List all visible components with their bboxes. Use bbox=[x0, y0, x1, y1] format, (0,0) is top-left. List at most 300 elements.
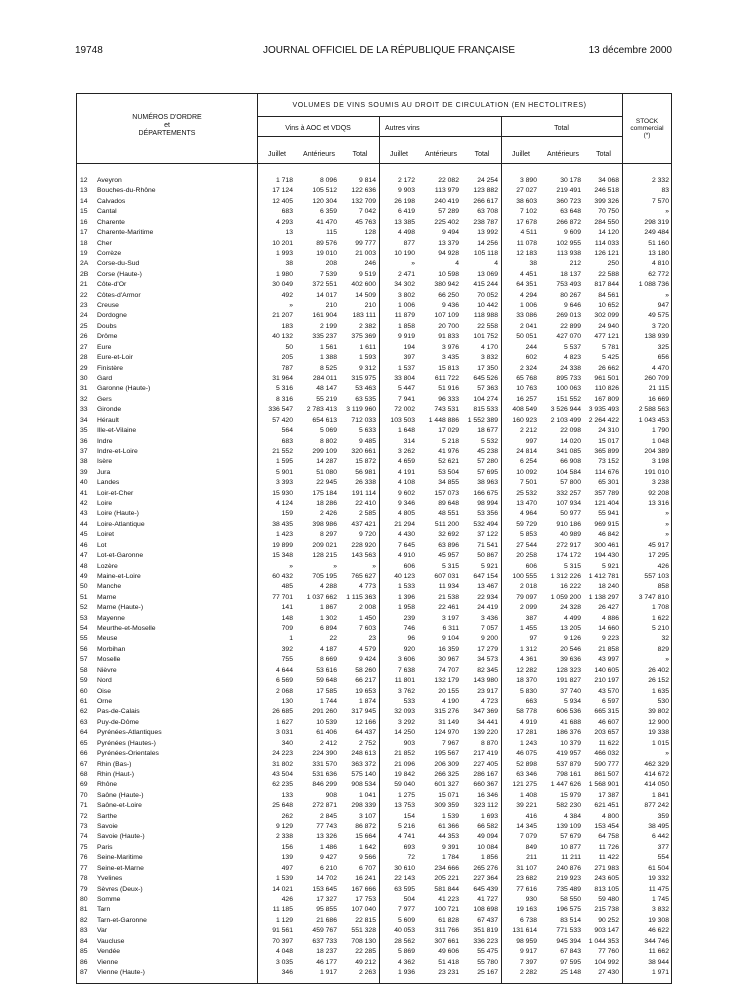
value-cell: 1 627 bbox=[275, 718, 293, 726]
value-cell: 4 644 bbox=[275, 666, 293, 674]
value-cell: 113 938 bbox=[556, 249, 581, 257]
value-cell: 77 743 bbox=[316, 823, 337, 831]
value-cell: 49 212 bbox=[355, 958, 376, 966]
value-cell: 1 552 389 bbox=[467, 416, 498, 424]
value-cell: 5 537 bbox=[563, 343, 581, 351]
value-cell: 52 898 bbox=[516, 760, 537, 768]
table-row bbox=[77, 354, 673, 362]
value-cell: » bbox=[289, 302, 293, 310]
value-cell: 249 484 bbox=[644, 229, 669, 237]
value-cell: 219 923 bbox=[556, 875, 581, 883]
dept-name-cell bbox=[97, 406, 254, 414]
value-cell: 1 388 bbox=[319, 354, 337, 362]
dept-name: Rhin (Bas-) bbox=[97, 760, 132, 768]
value-cell: 38 963 bbox=[477, 479, 498, 487]
value-cell: 606 536 bbox=[556, 708, 581, 716]
leader-dots bbox=[97, 240, 254, 247]
value-cell: » bbox=[665, 291, 669, 299]
value-cell: 102 955 bbox=[556, 239, 581, 247]
main-heading: VOLUMES DE VINS SOUMIS AU DROIT DE CIRCULATION (EN HECTOLITRES) bbox=[292, 102, 587, 109]
dept-name-cell bbox=[97, 271, 254, 279]
value-cell: 12 166 bbox=[355, 718, 376, 726]
value-cell: 15 348 bbox=[272, 552, 293, 560]
value-cell: 211 bbox=[526, 854, 537, 862]
dept-name: Nord bbox=[97, 677, 112, 685]
dept-name: Pas-de-Calais bbox=[97, 708, 140, 716]
value-cell: 58 550 bbox=[560, 895, 581, 903]
value-cell: 57 800 bbox=[560, 479, 581, 487]
value-cell: 17 279 bbox=[477, 645, 498, 653]
value-cell: 284 550 bbox=[594, 218, 619, 226]
value-cell: 191 827 bbox=[556, 677, 581, 685]
page-number: 19748 bbox=[75, 45, 103, 56]
value-cell: » bbox=[665, 208, 669, 216]
dept-name-cell bbox=[97, 260, 254, 268]
value-cell: 414 672 bbox=[644, 770, 669, 778]
value-cell: 2 068 bbox=[275, 687, 293, 695]
dept-name: Loire bbox=[97, 500, 113, 508]
leader-dots bbox=[97, 479, 254, 486]
value-cell: 19 842 bbox=[394, 770, 415, 778]
sub-total-2: Total bbox=[474, 151, 490, 158]
value-cell: 115 bbox=[326, 229, 337, 237]
value-cell: 50 977 bbox=[560, 510, 581, 518]
dept-name-cell bbox=[97, 573, 254, 581]
dept-code: 72 bbox=[80, 812, 88, 820]
dept-name: Gironde bbox=[97, 406, 122, 414]
table-row bbox=[77, 417, 673, 425]
value-cell: 82 345 bbox=[477, 666, 498, 674]
value-cell: 291 260 bbox=[312, 708, 337, 716]
value-cell: 114 033 bbox=[594, 239, 619, 247]
value-cell: 98 994 bbox=[477, 500, 498, 508]
value-cell: 1 958 bbox=[397, 604, 415, 612]
table-row bbox=[77, 833, 673, 841]
table-row bbox=[77, 187, 673, 195]
value-cell: 2 041 bbox=[519, 322, 537, 330]
value-cell: 89 576 bbox=[316, 239, 337, 247]
table-row bbox=[77, 667, 673, 675]
dept-code: 28 bbox=[80, 354, 88, 362]
value-cell: 20 155 bbox=[438, 687, 459, 695]
value-cell: 45 917 bbox=[648, 541, 669, 549]
value-cell: 712 033 bbox=[351, 416, 376, 424]
value-cell: 1 745 bbox=[651, 895, 669, 903]
table-row bbox=[77, 677, 673, 685]
value-cell: 9 903 bbox=[397, 187, 415, 195]
value-cell: 139 109 bbox=[556, 823, 581, 831]
value-cell: 39 636 bbox=[560, 656, 581, 664]
value-cell: 174 172 bbox=[556, 552, 581, 560]
dept-name: Sarthe bbox=[97, 812, 118, 820]
value-cell: 13 467 bbox=[477, 583, 498, 591]
value-cell: 98 959 bbox=[516, 937, 537, 945]
value-cell: 153 645 bbox=[312, 885, 337, 893]
value-cell: 121 275 bbox=[512, 781, 537, 789]
sub-juillet-1: Juillet bbox=[268, 151, 286, 158]
value-cell: 645 526 bbox=[473, 374, 498, 382]
value-cell: 462 329 bbox=[644, 760, 669, 768]
value-cell: 3 262 bbox=[397, 447, 415, 455]
dept-name-cell bbox=[97, 896, 254, 904]
dept-code: 38 bbox=[80, 458, 88, 466]
dept-name: Loiret bbox=[97, 531, 115, 539]
value-cell: 140 605 bbox=[594, 666, 619, 674]
value-cell: 50 867 bbox=[477, 552, 498, 560]
value-cell: 23 231 bbox=[438, 968, 459, 976]
value-cell: 10 539 bbox=[316, 718, 337, 726]
value-cell: » bbox=[289, 562, 293, 570]
value-cell: 22 bbox=[329, 635, 337, 643]
dept-name-cell bbox=[97, 187, 254, 195]
value-cell: 96 333 bbox=[438, 395, 459, 403]
table-row bbox=[77, 906, 673, 914]
value-cell: 22 143 bbox=[394, 875, 415, 883]
value-cell: 7 539 bbox=[319, 270, 337, 278]
value-cell: 6 738 bbox=[519, 916, 537, 924]
value-cell: 746 bbox=[403, 625, 415, 633]
value-cell: 18 137 bbox=[560, 270, 581, 278]
value-cell: 13 326 bbox=[316, 833, 337, 841]
table-row bbox=[77, 375, 673, 383]
value-cell: 11 726 bbox=[598, 843, 619, 851]
value-cell: 41 976 bbox=[438, 447, 459, 455]
value-cell: 459 767 bbox=[312, 927, 337, 935]
table-row bbox=[77, 729, 673, 737]
table-row bbox=[77, 458, 673, 466]
value-cell: 22 945 bbox=[316, 479, 337, 487]
value-cell: 63 708 bbox=[477, 208, 498, 216]
dept-code: 61 bbox=[80, 698, 88, 705]
value-cell: 210 bbox=[325, 302, 337, 310]
value-cell: 360 723 bbox=[556, 197, 581, 205]
dept-code: 80 bbox=[80, 895, 88, 903]
value-cell: 399 326 bbox=[594, 197, 619, 205]
value-cell: 1 593 bbox=[358, 354, 376, 362]
dept-name-cell bbox=[97, 563, 254, 571]
value-cell: 43 570 bbox=[598, 687, 619, 695]
value-cell: 64 758 bbox=[598, 833, 619, 841]
value-cell: 166 675 bbox=[473, 489, 498, 497]
value-cell: 15 664 bbox=[355, 833, 376, 841]
value-cell: 208 bbox=[325, 260, 337, 268]
value-cell: 2 783 413 bbox=[306, 406, 337, 414]
table-row bbox=[77, 208, 673, 216]
value-cell: 1 423 bbox=[275, 531, 293, 539]
dept-name-cell bbox=[97, 750, 254, 758]
value-cell: 5 853 bbox=[519, 531, 537, 539]
value-cell: 380 942 bbox=[434, 281, 459, 289]
value-cell: 415 244 bbox=[473, 281, 498, 289]
dept-code: 46 bbox=[80, 541, 88, 549]
value-cell: 1 048 bbox=[651, 437, 669, 445]
value-cell: 16 222 bbox=[560, 583, 581, 591]
value-cell: 108 698 bbox=[473, 906, 498, 914]
value-cell: 2 282 bbox=[519, 968, 537, 976]
value-cell: 95 855 bbox=[316, 906, 337, 914]
value-cell: 262 bbox=[281, 812, 293, 820]
value-cell: 4 805 bbox=[397, 510, 415, 518]
dept-code: 84 bbox=[80, 937, 88, 945]
value-cell: 40 053 bbox=[394, 927, 415, 935]
dept-name: Tarn bbox=[97, 906, 111, 914]
table-row bbox=[77, 365, 673, 373]
dept-code: 27 bbox=[80, 343, 88, 351]
value-cell: 203 657 bbox=[594, 729, 619, 737]
dept-name-cell bbox=[97, 552, 254, 560]
value-cell: 4 886 bbox=[601, 614, 619, 622]
value-cell: 5 921 bbox=[480, 562, 498, 570]
dept-code: 81 bbox=[80, 906, 88, 914]
value-cell: 341 085 bbox=[556, 447, 581, 455]
value-cell: 1 006 bbox=[519, 302, 537, 310]
value-cell: 4 498 bbox=[397, 229, 415, 237]
dept-name: Savoie (Haute-) bbox=[97, 833, 145, 841]
value-cell: 910 186 bbox=[556, 520, 581, 528]
dept-name-cell bbox=[97, 927, 254, 935]
value-cell: 1 874 bbox=[358, 698, 376, 705]
value-cell: 1 275 bbox=[397, 791, 415, 799]
value-cell: » bbox=[333, 562, 337, 570]
value-cell: 153 454 bbox=[594, 823, 619, 831]
leader-dots bbox=[97, 813, 254, 820]
value-cell: 8 802 bbox=[319, 437, 337, 445]
value-cell: 18 370 bbox=[516, 677, 537, 685]
value-cell: 167 809 bbox=[594, 395, 619, 403]
dept-name-cell bbox=[97, 479, 254, 487]
dept-code: 60 bbox=[80, 687, 88, 695]
value-cell: 206 309 bbox=[434, 760, 459, 768]
value-cell: 2 099 bbox=[519, 604, 537, 612]
dept-name: Calvados bbox=[97, 197, 126, 205]
leader-dots bbox=[97, 344, 254, 351]
value-cell: 31 802 bbox=[272, 760, 293, 768]
value-cell: 34 573 bbox=[477, 656, 498, 664]
dept-name-cell bbox=[97, 823, 254, 831]
dept-code: 50 bbox=[80, 583, 88, 591]
value-cell: 49 094 bbox=[477, 833, 498, 841]
value-cell: 107 040 bbox=[351, 906, 376, 914]
value-cell: 70 397 bbox=[272, 937, 293, 945]
value-cell: 4 294 bbox=[519, 291, 537, 299]
value-cell: 7 603 bbox=[358, 625, 376, 633]
dept-name-cell bbox=[97, 688, 254, 696]
value-cell: 16 359 bbox=[438, 645, 459, 653]
col-header-stock: STOCK commercial (*) bbox=[630, 118, 664, 139]
value-cell: 50 bbox=[285, 343, 293, 351]
dept-name-cell bbox=[97, 906, 254, 914]
dept-name-cell bbox=[97, 886, 254, 894]
value-cell: 45 238 bbox=[477, 447, 498, 455]
value-cell: 30 610 bbox=[394, 864, 415, 872]
value-cell: 49 606 bbox=[438, 948, 459, 956]
dept-name-cell bbox=[97, 813, 254, 821]
value-cell: 205 bbox=[281, 354, 293, 362]
dept-name: Somme bbox=[97, 895, 121, 903]
table-row bbox=[77, 344, 673, 352]
value-cell: 77 760 bbox=[598, 948, 619, 956]
dept-name-cell bbox=[97, 917, 254, 925]
value-cell: 5 633 bbox=[358, 427, 376, 435]
value-cell: 6 210 bbox=[319, 864, 337, 872]
table-row bbox=[77, 406, 673, 414]
value-cell: 1 041 bbox=[358, 791, 376, 799]
dept-code: 63 bbox=[80, 718, 88, 726]
dept-code: 41 bbox=[80, 489, 88, 497]
dept-name: Orne bbox=[97, 698, 113, 705]
value-cell: 26 402 bbox=[648, 666, 669, 674]
value-cell: 14 509 bbox=[355, 291, 376, 299]
value-cell: 32 093 bbox=[394, 708, 415, 716]
dept-name-cell bbox=[97, 677, 254, 685]
value-cell: 126 121 bbox=[594, 249, 619, 257]
table-row bbox=[77, 250, 673, 258]
value-cell: 813 105 bbox=[594, 885, 619, 893]
value-cell: 12 282 bbox=[516, 666, 537, 674]
value-cell: 243 605 bbox=[594, 875, 619, 883]
dept-name: Mayenne bbox=[97, 614, 125, 622]
dept-name-cell bbox=[97, 740, 254, 748]
dept-name-cell bbox=[97, 802, 254, 810]
value-cell: 1 841 bbox=[651, 791, 669, 799]
value-cell: 320 661 bbox=[351, 447, 376, 455]
value-cell: 315 276 bbox=[434, 708, 459, 716]
value-cell: 234 666 bbox=[434, 864, 459, 872]
value-cell: 17 029 bbox=[438, 427, 459, 435]
dept-name: Var bbox=[97, 927, 108, 935]
value-cell: 33 804 bbox=[394, 374, 415, 382]
value-cell: 9 424 bbox=[358, 656, 376, 664]
value-cell: 225 402 bbox=[434, 218, 459, 226]
dept-name: Saône (Haute-) bbox=[97, 791, 144, 799]
table-row bbox=[77, 698, 673, 706]
dept-name: Doubs bbox=[97, 322, 117, 330]
value-cell: 9 494 bbox=[441, 229, 459, 237]
value-cell: 83 514 bbox=[560, 916, 581, 924]
value-cell: 365 899 bbox=[594, 447, 619, 455]
dept-name-cell bbox=[97, 615, 254, 623]
dept-name-cell bbox=[97, 729, 254, 737]
value-cell: 9 519 bbox=[358, 270, 376, 278]
table-row bbox=[77, 854, 673, 862]
value-cell: 89 648 bbox=[438, 500, 459, 508]
value-cell: 105 118 bbox=[473, 249, 498, 257]
value-cell: 1 622 bbox=[651, 614, 669, 622]
value-cell: 77 701 bbox=[272, 593, 293, 601]
value-cell: 1 533 bbox=[397, 583, 415, 591]
table-row bbox=[77, 542, 673, 550]
value-cell: 37 740 bbox=[560, 687, 581, 695]
value-cell: 53 356 bbox=[477, 510, 498, 518]
dept-code: 71 bbox=[80, 802, 88, 810]
value-cell: 18 677 bbox=[477, 427, 498, 435]
value-cell: 12 183 bbox=[516, 249, 537, 257]
value-cell: 83 bbox=[661, 187, 669, 195]
value-cell: 363 372 bbox=[351, 760, 376, 768]
value-cell: 654 613 bbox=[312, 416, 337, 424]
dept-name: Lozère bbox=[97, 562, 118, 570]
value-cell: 110 826 bbox=[594, 385, 619, 393]
value-cell: 6 442 bbox=[651, 833, 669, 841]
value-cell: 485 bbox=[281, 583, 293, 591]
value-cell: 260 709 bbox=[644, 374, 669, 382]
value-cell: 4 191 bbox=[397, 468, 415, 476]
value-cell: 317 945 bbox=[351, 708, 376, 716]
value-cell: 141 bbox=[281, 604, 293, 612]
table-row bbox=[77, 948, 673, 956]
value-cell: 269 013 bbox=[556, 312, 581, 320]
dept-code: 12 bbox=[80, 177, 88, 184]
dept-code: 70 bbox=[80, 791, 88, 799]
value-cell: 63 896 bbox=[438, 541, 459, 549]
value-cell: 309 359 bbox=[434, 802, 459, 810]
dept-name-cell bbox=[97, 250, 254, 258]
dept-name-cell bbox=[97, 396, 254, 404]
leader-dots bbox=[97, 500, 254, 507]
dept-name: Moselle bbox=[97, 656, 121, 664]
value-cell: 113 979 bbox=[434, 187, 459, 195]
dept-code: 67 bbox=[80, 760, 88, 768]
value-cell: 908 bbox=[325, 791, 337, 799]
value-cell: 9 346 bbox=[397, 500, 415, 508]
value-cell: 4 293 bbox=[275, 218, 293, 226]
value-cell: 5 609 bbox=[397, 916, 415, 924]
value-cell: 19 308 bbox=[648, 916, 669, 924]
dept-code: 35 bbox=[80, 427, 88, 435]
value-cell: 15 930 bbox=[272, 489, 293, 497]
dept-code: 57 bbox=[80, 656, 88, 664]
value-cell: 3 435 bbox=[441, 354, 459, 362]
value-cell: 91 833 bbox=[438, 333, 459, 341]
value-cell: » bbox=[665, 531, 669, 539]
value-cell: 133 bbox=[281, 791, 293, 799]
value-cell: 11 211 bbox=[561, 854, 581, 862]
value-cell: 6 569 bbox=[275, 677, 293, 685]
dept-name-cell bbox=[97, 656, 254, 664]
value-cell: 3 292 bbox=[397, 718, 415, 726]
value-cell: 51 160 bbox=[648, 239, 669, 247]
value-cell: 5 218 bbox=[441, 437, 459, 445]
table-row bbox=[77, 625, 673, 633]
value-cell: 1 993 bbox=[275, 249, 293, 257]
value-cell: 34 855 bbox=[438, 479, 459, 487]
value-cell: 238 787 bbox=[473, 218, 498, 226]
value-cell: 210 bbox=[364, 302, 376, 310]
dept-code: 26 bbox=[80, 333, 88, 341]
table-row bbox=[77, 635, 673, 643]
value-cell: 2 199 bbox=[319, 322, 337, 330]
value-cell: 40 132 bbox=[272, 333, 293, 341]
value-cell: 34 302 bbox=[394, 281, 415, 289]
value-cell: 798 161 bbox=[556, 770, 581, 778]
value-cell: 1 642 bbox=[358, 843, 376, 851]
value-cell: 286 167 bbox=[473, 770, 498, 778]
table-row bbox=[77, 281, 673, 289]
value-cell: 26 338 bbox=[355, 479, 376, 487]
value-cell: 7 645 bbox=[397, 541, 415, 549]
dept-name: Loire (Haute-) bbox=[97, 510, 139, 518]
value-cell: 13 205 bbox=[560, 625, 581, 633]
value-cell: 372 551 bbox=[312, 281, 337, 289]
dept-code: 62 bbox=[80, 708, 88, 716]
sub-anterieurs-3: Antérieurs bbox=[547, 151, 579, 158]
dept-code: 73 bbox=[80, 823, 88, 831]
value-cell: 24 419 bbox=[477, 604, 498, 612]
value-cell: 72 002 bbox=[394, 406, 415, 414]
value-cell: » bbox=[665, 520, 669, 528]
value-cell: 1 784 bbox=[441, 854, 459, 862]
value-cell: 62 235 bbox=[272, 781, 293, 789]
